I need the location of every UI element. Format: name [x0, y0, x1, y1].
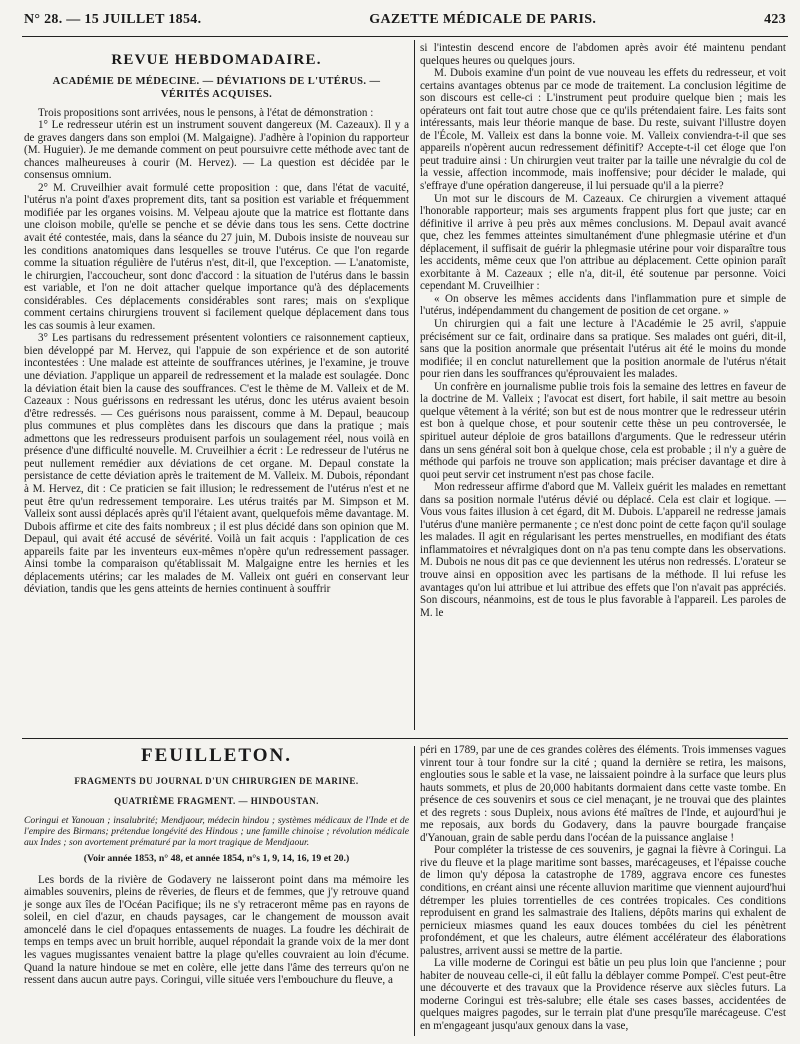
- revue-paragraph: Un confrère en journalisme publie trois fois la semaine des lettres en faveur de la doctrine de M. Valleix ; l'avocat est disert, fort habile, il sait mettre au besoin quelque vêtement à la vérité; son but est de nous montrer que le redresseur utérin est bon à quelque chose, et pour soutenir cette thèse un peu controversée, le spirituel auteur déploie de gros bataillons d'arguments. Que le redresseur utérin dans un sens général soit bon à quelque chose, cela est probable ; il n'y a guère de méthode qui parfois ne trouve son application; mais préciser davantage et dire à quoi peut servir cet instrument n'est pas chose facile.: [420, 380, 786, 481]
- revue-paragraph: Trois propositions sont arrivées, nous le pensons, à l'état de démonstration :: [38, 106, 374, 119]
- masthead: [24, 12, 786, 34]
- revue-column-left: [24, 40, 409, 596]
- page-number: 423: [764, 12, 786, 27]
- feuilleton-note: (Voir année 1853, n° 48, et année 1854, n°s 1, 9, 14, 16, 19 et 20.): [83, 853, 350, 865]
- feuilleton-summary: Coringui et Yanouan ; insalubrité; Mendjaour, médecin hindou ; systèmes médicaux de l'Inde et de l'empire des Birmans; prétendue longévité des Hindous ; une famille chinoise ; révolution médicale aux Indes ; son avortement prématuré par la mort tragique de Mendjaour.: [24, 814, 409, 848]
- feuilleton-paragraph: péri en 1789, par une de ces grandes colères des éléments. Trois immenses vagues vinrent tour à tour fondre sur la cité ; quand la dernière se retira, les maisons, englouties sous le sable et la vase, ne laissaient poindre à la surface que leurs plus hauts sommets, et plus de 20,000 habitants dormaient dans cette vaste tombe. En présence de ces souvenirs et sous ce ciel menaçant, je ne trouvai que des plaintes et des regrets : sous Dupleix, nous avions été maîtres de l'Inde, et aujourd'hui je me reposais, aux bords du Godavery, dans la pauvre bourgade française d'Yanouan, grain de sable perdu dans l'océan de la puissance anglaise !: [420, 744, 786, 844]
- revue-paragraph: Mon redresseur affirme d'abord que M. Valleix guérit les malades en remettant dans sa position normale l'utérus dévié ou déplacé. Cela est clair et logique. — Vous vous faites illusion à cet égard, dit M. Dubois. L'appareil ne redresse jamais l'utérus d'une manière permanente ; ce n'est donc point de cette façon qu'il soulage les malades. Il agit en régularisant les pertes menstruelles, en modifiant des états inflammatoires et névralgiques dont on n'a pas tenu compte dans les observations. M. Dubois ne nous dit pas ce que deviennent les utérus non redressés. L'orateur se trouve ainsi en opposition avec les partisans de la méthode. Il lui refuse les avantages qu'on lui attribue et lui attribue des effets que l'on n'avait pas appréciés. Son discours, néanmoins, est de tous le plus favorable à l'appareil. Les paroles de M. le: [420, 481, 786, 619]
- header-rule: [22, 36, 788, 37]
- column-divider: [414, 746, 415, 1036]
- revue-paragraph: 3° Les partisans du redressement présentent volontiers ce raisonnement captieux, bien développé par M. Hervez, qui l'appuie de son expérience et de son autorité incontestées : Une malade est atteinte de souffrances utérines, je l'examine, je trouve une déviation. J'applique un appareil de redressement et la malade est soulagée. Donc la déviation était bien la cause des souffrances. C'est le thème de M. Valleix et de M. Cazeaux : Nous guérissons en redressant les utérus, donc les utérus avaient besoin d'être redressés. — Ces guérisons nous paraissent, comme à M. Depaul, beaucoup plus communes et plus complètes dans les discours que dans la pratique ; mais admettons que les redresseurs produisent parfois un soulagement réel, nous voilà en présence d'une difficulté nouvelle. M. Cruveilhier a écrit : Le redresseur de l'utérus ne peut nullement remédier aux déviations de cet organe. M. Depaul constate la persistance de cette déviation après le traitement de M. Valleix. M. Dubois, répondant à M. Hervez, dit : Ce praticien se fait illusion; le redressement de l'utérus n'est et ne peut être qu'un redressement temporaire. Les utérus traités par M. Simpson et M. Valleix sont aussi déplacés après qu'il l'étaient avant, quelquefois même davantage. M. Dubois affirme et cite des faits nombreux ; il est plus décidé dans son opinion que M. Depaul, qui avait été accusé de sévérité. Voilà un fait acquis : l'application de ces appareils faite par les inventeurs eux-mêmes n'opère qu'un redressement passager. Ainsi tombe la comparaison qu'établissait M. Malgaigne entre les hernies et les déplacements utérins; car les malades de M. Valleix ont guéri en conservant leur déviation, tandis que les gens atteints de hernies continuent à souffrir: [24, 332, 409, 596]
- revue-title: REVUE HEBDOMADAIRE.: [111, 52, 322, 68]
- journal-title: GAZETTE MÉDICALE DE PARIS.: [369, 12, 597, 27]
- issue-date: N° 28. — 15 JUILLET 1854.: [24, 12, 202, 27]
- feuilleton-title: FEUILLETON.: [141, 745, 292, 766]
- revue-subtitle-2: VÉRITÉS ACQUISES.: [160, 88, 273, 100]
- revue-subtitle-1: ACADÉMIE DE MÉDECINE. — DÉVIATIONS DE L'UTÉRUS. —: [52, 75, 381, 87]
- feuilleton-rule: [22, 738, 788, 739]
- column-divider: [414, 40, 415, 730]
- revue-paragraph: Un chirurgien qui a fait une lecture à l'Académie le 25 avril, s'appuie précisément sur ce fait, ordinaire dans sa pratique. Ses malades ont guéri, dit-il, sans que la position anormale que présentait l'utérus ait été le moins du monde modifiée; il en conclut naturellement que la position anormale de l'utérus n'était pour rien dans les souffrances qu'éprouvaient les malades.: [420, 318, 786, 381]
- feuilleton-paragraph: Pour compléter la tristesse de ces souvenirs, je gagnai la fièvre à Coringui. La rive du fleuve et la plage maritime sont basses, marécageuses, et l'épaisse couche de limon qu'y déposa la catastrophe de 1789, aggrava encore ces funestes conditions, en créant ainsi une récente alluvion maritime que viennent aujourd'hui détremper les pluies torrentielles de ces contrées tropicales. Ces conditions reproduisent en grand les salmastraie des Italiens, dépôts marins qui exhalent de pernicieux miasmes quand les eaux douces tombées du ciel les pénètrent profondément, et que les chaleurs, autre élément accélérateur des élaborations palustres, arrivent aussi se mettre de la partie.: [420, 844, 786, 957]
- revue-paragraph: 1° Le redresseur utérin est un instrument souvent dangereux (M. Cazeaux). Il y a de graves dangers dans son emploi (M. Malgaigne). J'adhère à l'opinion du rapporteur (M. Huguier). Je me demande comment on peut poursuivre cette méthode avec tant de chances malheureuses à courir (M. Hervez). — La question est décidée par le consensus omnium.: [24, 119, 409, 182]
- revue-paragraph: 2° M. Cruveilhier avait formulé cette proposition : que, dans l'état de vacuité, l'utérus n'a point d'axes proprement dits, tant sa position est variable et fréquemment modifiée par les organes voisins. M. Velpeau ajoute que la matrice est flottante dans une cloison mobile, qu'elle se penche et se dévie dans tous les sens. Cette doctrine avait été contestée, mais, dans la séance du 27 juin, M. Dubois insiste de nouveau sur les conditions anatomiques dans lesquelles se trouve l'utérus. Ce que l'on regarde comme la situation régulière de l'utérus n'est, dit-il, que l'exception. — L'anatomiste, le chirurgien, l'accoucheur, sont donc d'accord : la situation de l'utérus dans le bassin est variable, et l'on ne doit attacher quelque importance qu'à des déplacements considérables. Ces déplacements considérables sont rares; mais on s'explique comment certains chirurgiens trouvent si facilement quelque déplacement dans tous les cas soumis à leur examen.: [24, 181, 409, 332]
- revue-column-right: [420, 42, 786, 619]
- revue-quote: « On observe les mêmes accidents dans l'inflammation pure et simple de l'utérus, indépendamment du changement de position de cet organe. »: [420, 292, 786, 318]
- feuilleton-paragraph: Les bords de la rivière de Godavery ne laisseront point dans ma mémoire les aimables souvenirs, pleins de rêveries, de fleurs et de femmes, que j'y retrouve quand je songe aux îles de l'Océan Pacifique; ils ne s'y retraceront même pas en rayons de soleil, en ciel d'azur, en chauds paysages, car le changement de mousson avait amoncelé dans le ciel d'opaques entassements de nuages. La foudre les déchirait de temps en temps avec un bruit horrible, auquel répondait la grande voix de la mer dont les vagues mugissantes venaient battre la plage qu'elles couvraient au loin d'écume. Quand la nature hindoue se met en colère, elle jette dans l'âme des terreurs qu'on ne ressent dans aucun autre pays. Coringui, ville située vers l'embouchure du fleuve, a: [24, 873, 409, 987]
- feuilleton-subtitle-2: QUATRIÈME FRAGMENT. — HINDOUSTAN.: [114, 795, 319, 806]
- revue-paragraph: M. Dubois examine d'un point de vue nouveau les effets du redresseur, et voit certains avantages obtenus par ce mode de traitement. La conclusion légitime de son discours est celle-ci : L'instrument peut produire quelque bien ; mais les opérateurs ont fait tout autre chose que ce qu'ils prétendaient faire. Les faits sont intéressants, mais leur théorie manque de base. Du reste, suivant l'illustre doyen de l'École, M. Valleix est dans la bonne voie. M. Valleix conviendra-t-il que ses appareils n'opèrent aucun redressement définitif? Accepte-t-il cet éloge que l'on peut traduire ainsi : Un chirurgien veut traiter par la taille une névralgie du col de la vessie, affection incommode, mais inoffensive; pour décider le malade, qui s'effraye d'une opération dangereuse, il lui persuade qu'il a la pierre?: [420, 67, 786, 193]
- feuilleton-paragraph: La ville moderne de Coringui est bâtie un peu plus loin que l'ancienne ; pour habiter de nouveau celle-ci, il eût fallu la déblayer comme Pompeï. C'est peut-être une découverte et des travaux que la Providence réserve aux siècles futurs. La moderne Coringui est très-salubre; elle étale ses cases basses, accidentées de quelques maigres pagodes, sur le terrain plat d'une presqu'île marécageuse. C'est en m'engageant jusqu'aux genoux dans la vase,: [420, 957, 786, 1033]
- revue-paragraph: Un mot sur le discours de M. Cazeaux. Ce chirurgien a vivement attaqué l'honorable rapporteur; mais ses arguments frappent plus fort que juste; car en définitive il arrive à peu près aux mêmes conclusions. M. Depaul avait avancé que, chez les femmes atteintes simultanément d'une phlegmasie utérine et d'un déplacement, il suffisait de guérir la phlegmasie utérine pour voir disparaître tous les accidents, même ceux que l'on attribue au déplacement. Cette opinion paraît exorbitante à M. Cazeaux ; elle n'a, dit-il, été soutenue par personne. Voici cependant M. Cruveilhier :: [420, 192, 786, 293]
- feuilleton-column-right: [420, 744, 786, 1033]
- feuilleton-column-left: [24, 745, 409, 987]
- revue-paragraph: si l'intestin descend encore de l'abdomen après avoir été maintenu pendant quelques heures ou quelques jours.: [420, 42, 786, 67]
- feuilleton-subtitle-1: FRAGMENTS DU JOURNAL D'UN CHIRURGIEN DE MARINE.: [74, 775, 359, 786]
